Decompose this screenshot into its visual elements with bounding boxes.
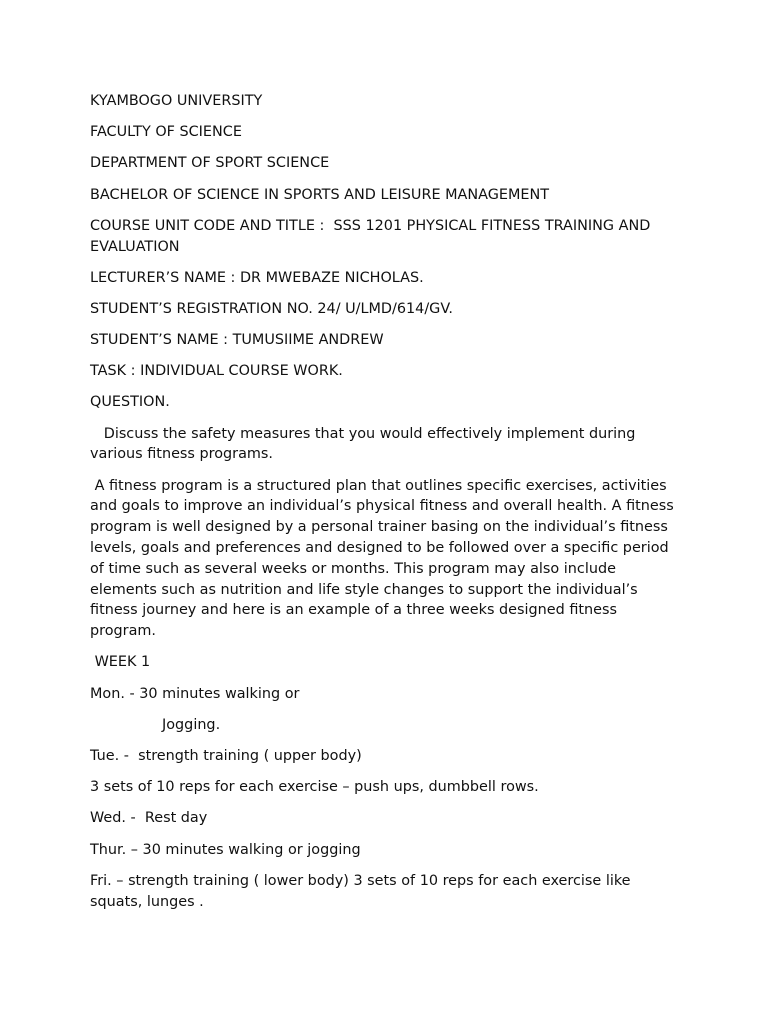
university-name: KYAMBOGO UNIVERSITY xyxy=(90,93,263,109)
schedule-tuesday: Tue. - strength training ( upper body) xyxy=(90,747,362,764)
department-name: DEPARTMENT OF SPORT SCIENCE xyxy=(90,155,330,172)
schedule-monday: Mon. - 30 minutes walking or xyxy=(90,685,300,702)
schedule-monday-continued: Jogging. xyxy=(162,716,221,733)
programme-name: BACHELOR OF SCIENCE IN SPORTS AND LEISURE MANAGEMENT xyxy=(90,186,550,203)
schedule-friday: Fri. – strength training ( lower body) 3 sets of 10 reps for each exercise like squats, lunges . xyxy=(90,872,636,910)
question-text: Discuss the safety measures that you would effectively implement during various fitness programs. xyxy=(90,425,640,463)
schedule-thursday: Thur. – 30 minutes walking or jogging xyxy=(90,841,361,858)
intro-paragraph: A fitness program is a structured plan that outlines specific exercises, activities and goals to improve an individual’s physical fitness and overall health. A fitness program is well designed by a personal trainer basing on the individual’s fitness levels, goals and preferences and designed to be followed over a specific period of time such as several weeks or months. This program may also include elements such as nutrition and life style changes to support the individual’s fitness journey and here is an example of a three weeks designed fitness program. xyxy=(90,477,679,640)
task-line: TASK : INDIVIDUAL COURSE WORK. xyxy=(90,363,343,380)
registration-number: STUDENT’S REGISTRATION NO. 24/ U/LMD/614/GV. xyxy=(90,300,453,317)
schedule-wednesday: Wed. - Rest day xyxy=(90,810,208,827)
question-heading: QUESTION. xyxy=(90,394,170,411)
course-unit: COURSE UNIT CODE AND TITLE : SSS 1201 PHYSICAL FITNESS TRAINING AND EVALUATION xyxy=(90,217,655,255)
faculty-name: FACULTY OF SCIENCE xyxy=(90,124,242,141)
schedule-tuesday-detail: 3 sets of 10 reps for each exercise – push ups, dumbbell rows. xyxy=(90,779,539,796)
document-body xyxy=(90,91,680,923)
lecturer-name: LECTURER’S NAME : DR MWEBAZE NICHOLAS. xyxy=(90,269,424,286)
student-name: STUDENT’S NAME : TUMUSIIME ANDREW xyxy=(90,332,384,349)
week-heading: WEEK 1 xyxy=(90,654,151,671)
